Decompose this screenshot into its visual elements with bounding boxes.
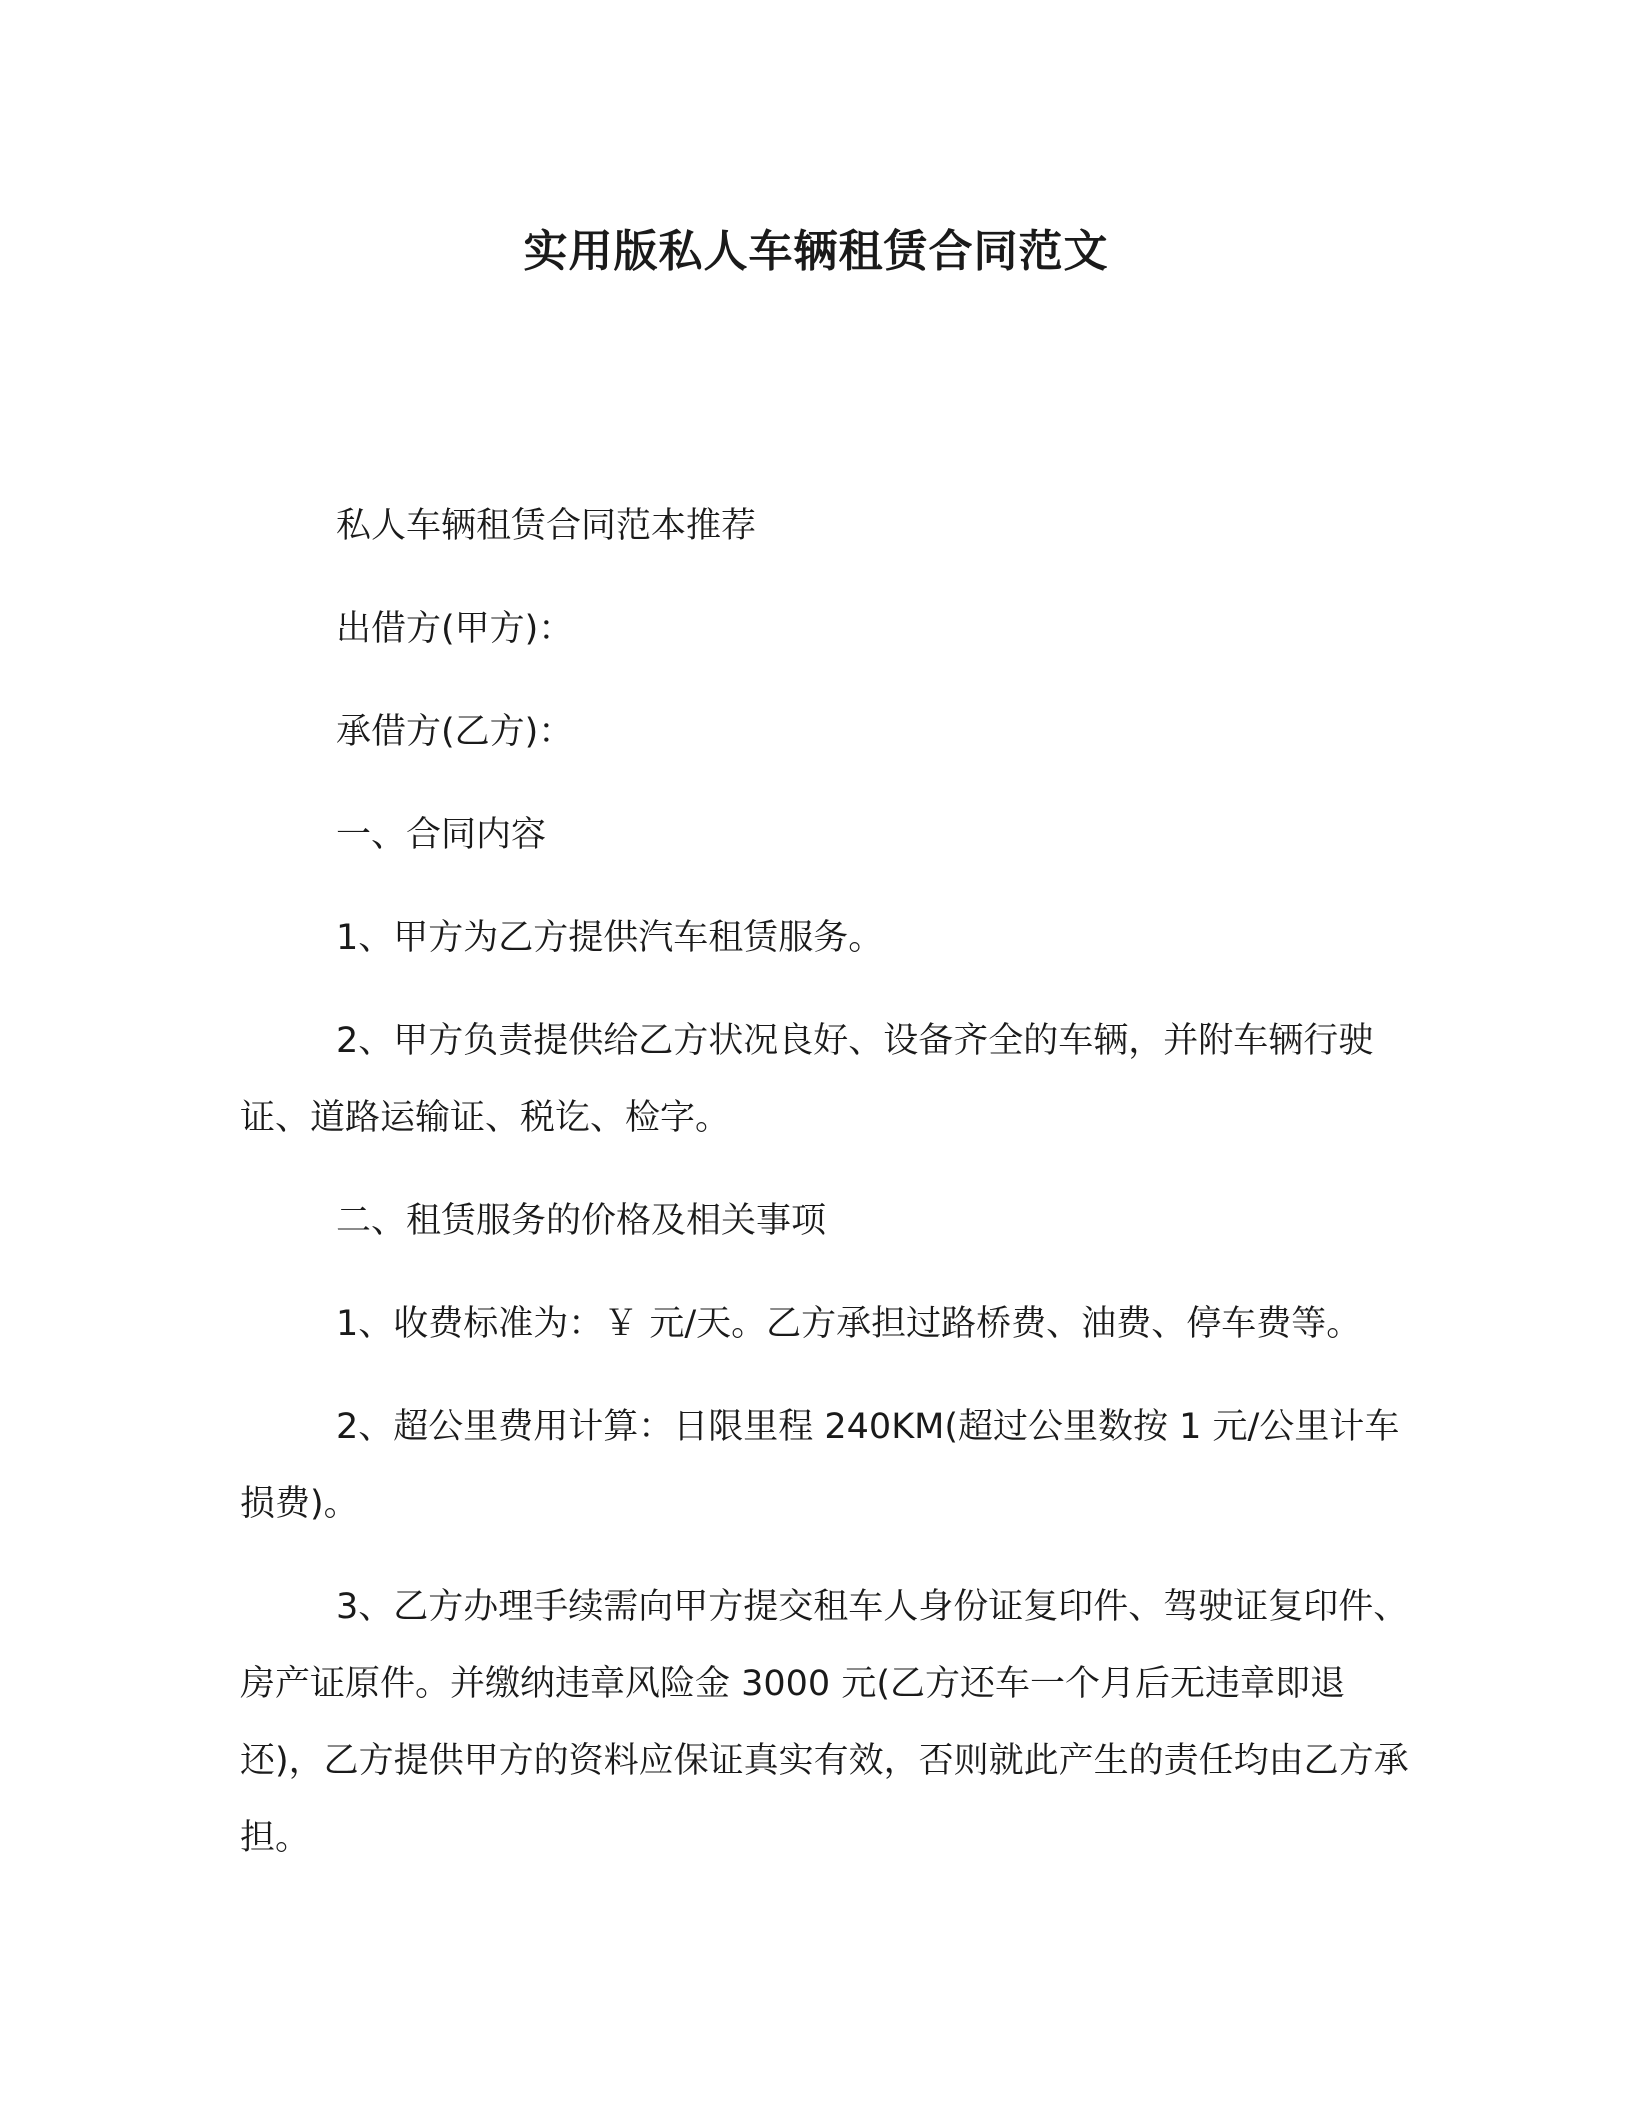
paragraph-subtitle: 私人车辆租赁合同范本推荐 bbox=[336, 506, 757, 546]
paragraph-borrower: 承借方(乙方)： bbox=[336, 712, 574, 752]
paragraph-clause-2-2: 2、超公里费用计算：日限里程 240KM(超过公里数按 1 元/公里计车损费)。 bbox=[240, 1407, 1400, 1524]
paragraph-lender: 出借方(甲方)： bbox=[336, 609, 574, 649]
section-heading-pricing: 二、租赁服务的价格及相关事项 bbox=[336, 1201, 827, 1241]
document-body bbox=[240, 488, 1420, 1903]
paragraph-clause-2-1: 1、收费标准为：￥ 元/天。乙方承担过路桥费、油费、停车费等。 bbox=[336, 1304, 1362, 1344]
section-heading-contract-content: 一、合同内容 bbox=[336, 815, 547, 855]
document-title: 实用版私人车辆租赁合同范文 bbox=[523, 226, 1109, 277]
paragraph-clause-1-2: 2、甲方负责提供给乙方状况良好、设备齐全的车辆，并附车辆行驶证、道路运输证、税讫、检字。 bbox=[240, 1021, 1374, 1138]
paragraph-clause-2-3: 3、乙方办理手续需向甲方提交租车人身份证复印件、驾驶证复印件、房产证原件。并缴纳违章风险金 3000 元(乙方还车一个月后无违章即退还)，乙方提供甲方的资料应保证真实有效，否则就此产生的责任均由乙方承担。 bbox=[240, 1587, 1409, 1858]
paragraph-clause-1-1: 1、甲方为乙方提供汽车租赁服务。 bbox=[336, 918, 884, 958]
